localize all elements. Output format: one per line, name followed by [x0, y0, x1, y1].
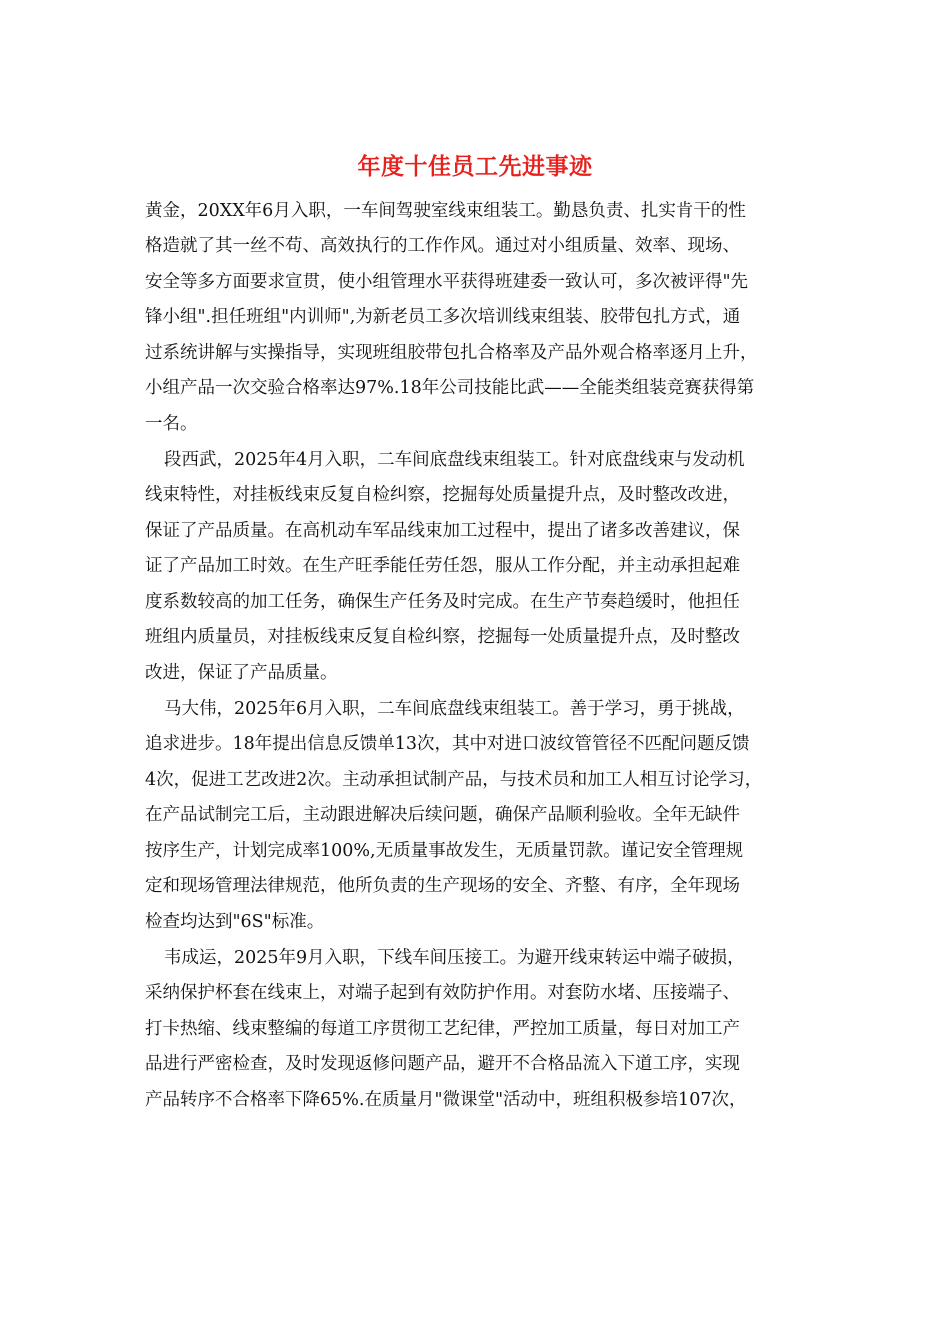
text-line: 马大伟，2025年6月入职，二车间底盘线束组装工。善于学习，勇于挑战，	[164, 699, 745, 719]
text-line: 线束特性，对挂板线束反复自检纠察，挖掘每处质量提升点，及时整改改进，	[145, 485, 740, 505]
text-line: 按序生产，计划完成率100%,无质量事故发生，无质量罚款。谨记安全管理规	[145, 841, 744, 861]
text-line: 定和现场管理法律规范，他所负责的生产现场的安全、齐整、有序，全年现场	[145, 876, 740, 896]
text-line: 品进行严密检查，及时发现返修问题产品，避开不合格品流入下道工序，实现	[145, 1054, 740, 1074]
text-line: 改进，保证了产品质量。	[145, 663, 338, 683]
text-line: 格造就了其一丝不苟、高效执行的工作作风。通过对小组质量、效率、现场、	[145, 236, 740, 256]
text-line: 检查均达到"6S"标准。	[145, 912, 325, 932]
document-title: 年度十佳员工先进事迹	[357, 153, 593, 180]
text-line: 采纳保护杯套在线束上，对端子起到有效防护作用。对套防水堵、压接端子、	[145, 983, 740, 1003]
text-line: 段西武，2025年4月入职，二车间底盘线束组装工。针对底盘线束与发动机	[164, 450, 745, 470]
text-line: 保证了产品质量。在高机动车军品线束加工过程中，提出了诸多改善建议，保	[145, 521, 740, 541]
text-line: 韦成运，2025年9月入职，下线车间压接工。为避开线束转运中端子破损，	[164, 948, 745, 968]
text-line: 锋小组".担任班组"内训师",为新老员工多次培训线束组装、胶带包扎方式，通	[145, 307, 741, 327]
text-line: 打卡热缩、线束整编的每道工序贯彻工艺纪律，严控加工质量，每日对加工产	[145, 1019, 740, 1039]
text-line: 一名。	[145, 414, 198, 434]
text-line: 4次，促进工艺改进2次。主动承担试制产品，与技术员和加工人相互讨论学习，	[145, 770, 763, 790]
text-line: 过系统讲解与实操指导，实现班组胶带包扎合格率及产品外观合格率逐月上升，	[145, 343, 758, 363]
text-line: 追求进步。18年提出信息反馈单13次，其中对进口波纹管管径不匹配问题反馈	[145, 734, 750, 754]
text-line: 小组产品一次交验合格率达97%.18年公司技能比武——全能类组装竞赛获得第	[145, 378, 755, 398]
text-line: 产品转序不合格率下降65%.在质量月"微课堂"活动中，班组积极参培107次，	[145, 1090, 747, 1110]
text-line: 度系数较高的加工任务，确保生产任务及时完成。在生产节奏趋缓时，他担任	[145, 592, 740, 612]
text-line: 班组内质量员，对挂板线束反复自检纠察，挖掘每一处质量提升点，及时整改	[145, 627, 740, 647]
text-line: 证了产品加工时效。在生产旺季能任劳任怨，服从工作分配，并主动承担起难	[145, 556, 740, 576]
text-line: 在产品试制完工后，主动跟进解决后续问题，确保产品顺利验收。全年无缺件	[145, 805, 740, 825]
text-line: 黄金，20XX年6月入职，一车间驾驶室线束组装工。勤恳负责、扎实肯干的性	[145, 201, 746, 221]
text-line: 安全等多方面要求宣贯，使小组管理水平获得班建委一致认可，多次被评得"先	[145, 272, 749, 292]
